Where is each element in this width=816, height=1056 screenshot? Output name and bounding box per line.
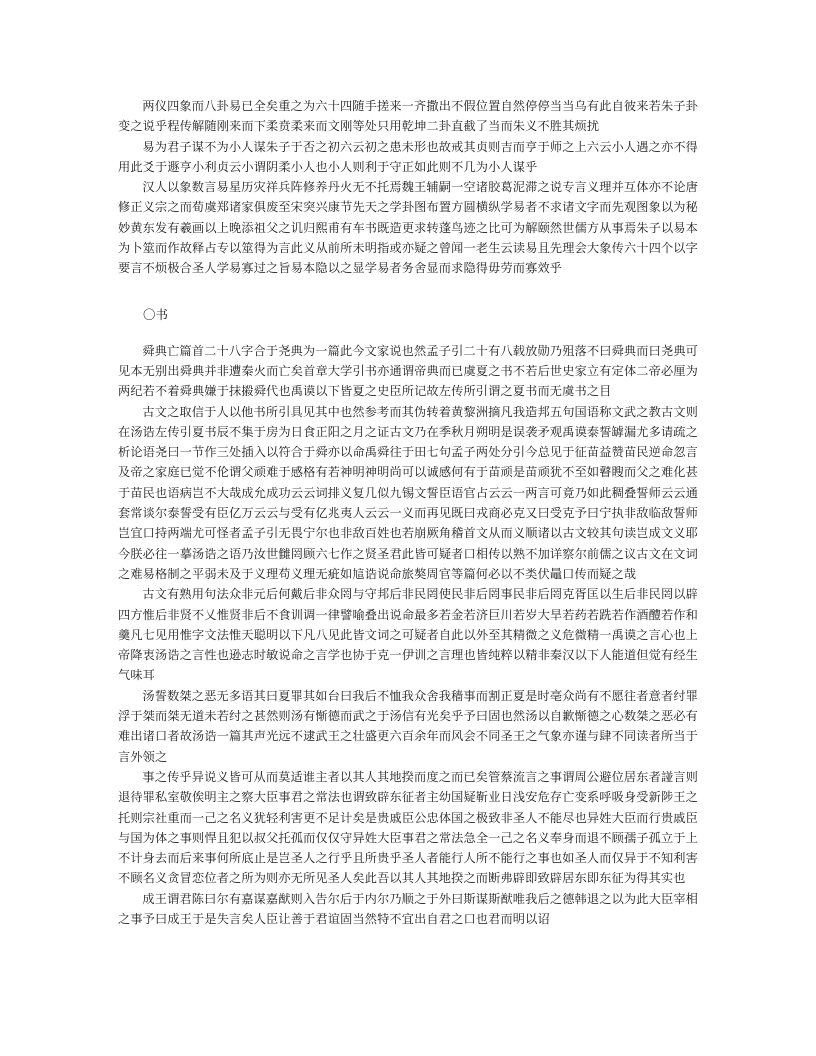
paragraph-zhougong: 事之传乎异说义皆可从而莫适谁主者以其人其地揆而度之而已矣管蔡流言之事谓周公避位居东者諩言则退待罪私室敬俟明主之察大臣事君之常法也谓致辟东征者主幼国疑靳业日浅安危存亡变系呼吸身受新陟王之托则宗社重而一己之名义犹轻利害更不足计矣是贵戚臣公忠体国之极致非圣人不能尽也异姓大臣而行贵戚臣与国为体之事则悍且犯以叔父托孤而仅仅守异姓大臣事君之常法急全一己之名义奉身而退不顾孺子孤立于上不计身去而后来事何所底止是岂圣人之行乎且所贵乎圣人者能行人所不能行之事也如圣人而仅异于不知利害不顾名义贪冒恋位者之所为则亦无所见圣人矣此吾以其人其地揆之而断弗辟即致辟居东即东征为得其实也: [118, 769, 698, 886]
paragraph-han-ren-xiangshu: 汉人以象数言易星历灾祥兵阵修养丹火无不托焉魏王辅嗣一空诸胶葛泥滞之说专言义理并互体亦不论唐修正义宗之而荀虞郑诸家俱废至宋突兴康节先天之学卦图布置方圆横纵学易者不求诸文字而先观图象以为秘妙黄东发有羲画以上晚添祖父之讥归熙甫有车书既造更求转蓬鸟迹之比可为解颐然世儒方从事焉朱子以易本为卜筮而作故释占专以筮得为言此义从前所未明指或亦疑之曾闻一老生云读易且先理会大象传六十四个以字要言不烦极合圣人学易寡过之旨易本隐以之显学易者务舍显而求隐得毋劳而寡效乎: [118, 180, 698, 276]
part1-body: [118, 96, 698, 279]
part2-body: [118, 341, 698, 930]
paragraph-guwen-quxin: 古文之取信于人以他书所引具见其中也然参考而其伪转着黄黎洲摘凡我造邦五句国语称文武之教古文则在汤诰左传引夏书辰不集于房为日食正阳之月之证古文乃在季秋月朔明是误袭矛观禹谟泰誓罅漏尤多请疏之析论语尧曰一节作三处插入以符合于舜亦以命禹舜往于田七句孟子两处分引今总见于征苗益赞苗民逆命忽言及帝之家庭已觉不伦谓父顽难于感格有若神明神明尚可以诚感何有于苗顽是苗顽犹不至如瞽瞍而父之难化甚于苗民也语病岂不大哉成允成功云云词排义复几似九锡文誓臣语官占云云一两言可竟乃如此稠叠誓师云云通套常谈尔泰誓受有臣亿万云云与受有亿兆夷人云云一义而再见既曰戎商必克又曰受克予曰宁执非敌临敌誓师岂宜口持两端尤可怪者孟子引无畏宁尔也非敌百姓也若崩厥角稽首文从而义顺诸以古文较其句读岂成文义耶今朕必往一摹汤诰之语乃汝世雠罔顾六七作之贤圣君此皆可疑者口相传以熟不加详察尔前儒之议古文在文词之难易格制之平弱未及于义理苟义理无疵如訄诰说命旅獒周官等篇何必以不类伏鼂口传而疑之哉: [118, 404, 698, 581]
paragraph-yi-junzi-mou: 易为君子谋不为小人谋朱子于否之初六云初之患未形也故戒其贞则吉而亨于师之上六云小人遇之亦不得用此爻于遯亨小利贞云小谓阴柔小人也小人则利于守正如此则不几为小人谋乎: [118, 139, 698, 174]
paragraph-yi-gua-bian: 两仪四象而八卦易已全矣重之为六十四随手搓来一齐撒出不假位置自然停停当当乌有此自彼来若朱子卦变之说乎程传解随刚来而下柔贲柔来而文刚等处只用乾坤二卦直截了当而朱义不胜其烦扰: [118, 99, 698, 134]
paragraph-shundian: 舜典亡篇首二十八字合于尧典为一篇此今文家说也然孟子引二十有八载放勋乃殂落不曰舜典而曰尧典可见本无别出舜典并非遭秦火而亡矣首章大学引书亦通谓帝典而已虞夏之书不若后世史家立有定体二帝必厘为两纪若不着舜典嫌于抹摋舜代也禹谟以下皆夏之史臣所记故左传所引谓之夏书而无虞书之目: [118, 343, 698, 399]
paragraph-guwen-jufa: 古文有熟用句法众非元后何戴后非众罔与守邦后非民罔使民非后罔事民非后罔克胥匡以生后非民罔以辟四方惟后非贤不乂惟贤非后不食训调一律譬喻叠出说命最多若金若济巨川若岁大旱若药若跣若作酒醴若作和羹凡七见用惟字文法惟天聪明以下凡八见此皆文词之可疑者自此以外至其精微之义危微精一禹谟之言心也上帝降衷汤诰之言性也逊志时敏说命之言学也协于克一伊训之言理也皆纯粹以精非秦汉以下人能道但觉有经生气味耳: [118, 587, 698, 683]
paragraph-junchen: 成王谓君陈曰尔有嘉谋嘉猷则入告尔后于内尔乃顺之于外曰斯谋斯猷唯我后之德韩退之以为此大臣宰相之事予曰成王于是失言矣人臣让善于君谊固当然特不宜出自君之口也君而明以诏: [118, 891, 698, 926]
section-heading-shu: 〇书: [143, 306, 169, 322]
paragraph-tangshi: 汤誓数桀之恶无多语其曰夏罪其如台曰我后不恤我众舍我穑事而割正夏是时亳众尚有不愿往者意者纣罪浮于桀而桀无道未若纣之甚然则汤有惭德而武之于汤信有光矣乎予曰固也然汤以自歉惭德之心数桀之恶必有难出诸口者故汤诰一篇其声光远不逮武王之壮盛更六百余年而风会不同圣王之气象亦谨与肆不同读者所当于言外领之: [118, 688, 698, 764]
document-page: [118, 96, 698, 929]
